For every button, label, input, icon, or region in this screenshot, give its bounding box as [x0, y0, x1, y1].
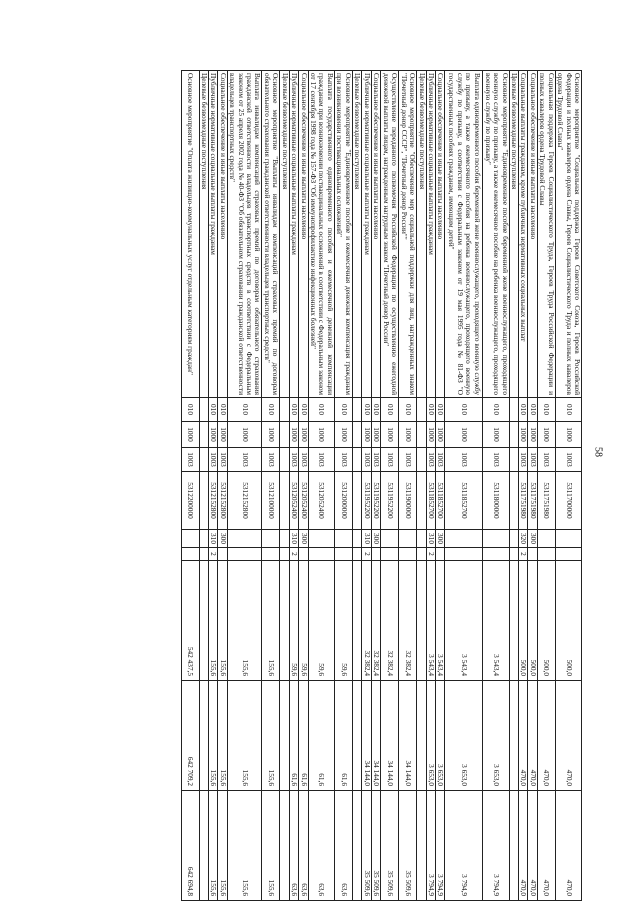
amount-year-1: 500,0 — [537, 561, 555, 681]
table-row — [209, 71, 218, 901]
section-code — [280, 422, 289, 448]
amount-year-1: 155,6 — [227, 561, 262, 681]
section-code: 1000 — [334, 422, 352, 448]
target-article-code: 5311751980 — [518, 472, 527, 530]
subsection-code: 1003 — [426, 448, 435, 472]
section-code: 1000 — [555, 422, 581, 448]
amount-year-1: 32 382,4 — [371, 561, 380, 681]
amount-year-3: 63,6 — [308, 791, 334, 901]
row-name: Основное мероприятие "Оплата жилищно-коммунальных услуг отдельным категориям граждан" — [181, 71, 199, 398]
section-code: 1000 — [518, 422, 527, 448]
amount-year-2 — [199, 681, 208, 791]
row-name: Целевые безвозмездные поступления — [509, 71, 518, 398]
extra-code — [483, 548, 509, 561]
target-article-code: 5312152800 — [209, 472, 218, 530]
subsection-code: 1003 — [334, 448, 352, 472]
target-article-code — [352, 472, 361, 530]
grbs-code: 010 — [308, 398, 334, 422]
table-row — [528, 71, 537, 901]
section-code: 1000 — [209, 422, 218, 448]
amount-year-2: 155,6 — [209, 681, 218, 791]
amount-year-1 — [352, 561, 361, 681]
expense-type-code — [262, 530, 280, 548]
row-name: Основное мероприятие "Социальная поддержка Героев Советского Союза, Героев Российской Федерации и полных кавалеров ордена Славы, Героев Социалистического Труда и полных кавалеров ордена Трудовой Славы" — [555, 71, 581, 398]
grbs-code: 010 — [528, 398, 537, 422]
table-row — [445, 71, 483, 901]
extra-code — [381, 548, 399, 561]
row-name: Целевые безвозмездные поступления — [280, 71, 289, 398]
grbs-code: 010 — [435, 398, 444, 422]
amount-year-3: 63,6 — [334, 791, 352, 901]
subsection-code: 1003 — [537, 448, 555, 472]
section-code: 1000 — [299, 422, 308, 448]
section-code: 1000 — [227, 422, 262, 448]
subsection-code: 1003 — [518, 448, 527, 472]
subsection-code: 1003 — [181, 448, 199, 472]
table-row — [555, 71, 581, 901]
section-code: 1000 — [371, 422, 380, 448]
table-row — [483, 71, 509, 901]
amount-year-2: 61,6 — [334, 681, 352, 791]
grbs-code: 010 — [537, 398, 555, 422]
section-code — [417, 422, 426, 448]
table-row — [289, 71, 298, 901]
amount-year-3: 3 794,9 — [483, 791, 509, 901]
subsection-code — [417, 448, 426, 472]
amount-year-2: 61,6 — [308, 681, 334, 791]
amount-year-1: 3 543,4 — [435, 561, 444, 681]
extra-code: 2 — [289, 548, 298, 561]
expense-type-code: 300 — [528, 530, 537, 548]
budget-table — [181, 70, 582, 901]
expense-type-code: 300 — [218, 530, 227, 548]
expense-type-code — [445, 530, 483, 548]
table-row — [352, 71, 361, 901]
subsection-code: 1003 — [483, 448, 509, 472]
amount-year-3: 470,0 — [528, 791, 537, 901]
amount-year-3: 3 794,9 — [435, 791, 444, 901]
row-name: Основное мероприятие "Единовременное пособие и ежемесячная денежная компенсация гражданам при возникновении поствакцинальных осложнений" — [334, 71, 352, 398]
row-name: Публичные нормативные социальные выплаты гражданам — [426, 71, 435, 398]
row-name: Публичные нормативные социальные выплаты гражданам — [362, 71, 371, 398]
table-row — [362, 71, 371, 901]
grbs-code: 010 — [399, 398, 417, 422]
extra-code: 2 — [426, 548, 435, 561]
target-article-code: 5311852700 — [445, 472, 483, 530]
target-article-code: 5311751980 — [537, 472, 555, 530]
grbs-code: 010 — [371, 398, 380, 422]
row-name: Публичные нормативные социальные выплаты гражданам — [209, 71, 218, 398]
amount-year-2: 155,6 — [262, 681, 280, 791]
subsection-code: 1003 — [371, 448, 380, 472]
expense-type-code: 300 — [299, 530, 308, 548]
amount-year-2: 155,6 — [218, 681, 227, 791]
extra-code — [280, 548, 289, 561]
subsection-code: 1003 — [362, 448, 371, 472]
page-number: 58 — [592, 447, 604, 457]
row-name: Социальное обеспечение и иные выплаты населению — [371, 71, 380, 398]
table-row — [399, 71, 417, 901]
extra-code — [435, 548, 444, 561]
subsection-code: 1003 — [381, 448, 399, 472]
subsection-code: 1003 — [435, 448, 444, 472]
amount-year-1: 500,0 — [518, 561, 527, 681]
target-article-code: 5312052400 — [289, 472, 298, 530]
expense-type-code: 310 — [426, 530, 435, 548]
subsection-code — [280, 448, 289, 472]
amount-year-3: 35 509,6 — [399, 791, 417, 901]
amount-year-3: 3 794,9 — [445, 791, 483, 901]
row-name: Социальная поддержка Героев Социалистического Труда, Героев Труда Российской Федерации и полных кавалеров ордена Трудовой Славы — [537, 71, 555, 398]
table-row — [181, 71, 199, 901]
grbs-code: 010 — [262, 398, 280, 422]
target-article-code: 5311700000 — [555, 472, 581, 530]
row-name: Социальное обеспечение и иные выплаты населению — [528, 71, 537, 398]
section-code: 1000 — [399, 422, 417, 448]
target-article-code: 5312052400 — [299, 472, 308, 530]
target-article-code: 5311952200 — [371, 472, 380, 530]
expense-type-code — [181, 530, 199, 548]
amount-year-3: 155,6 — [227, 791, 262, 901]
table-row — [417, 71, 426, 901]
amount-year-2: 3 653,0 — [426, 681, 435, 791]
grbs-code — [417, 398, 426, 422]
section-code — [509, 422, 518, 448]
section-code: 1000 — [262, 422, 280, 448]
amount-year-1 — [199, 561, 208, 681]
table-row — [537, 71, 555, 901]
extra-code: 2 — [518, 548, 527, 561]
expense-type-code: 310 — [289, 530, 298, 548]
extra-code — [299, 548, 308, 561]
subsection-code: 1003 — [289, 448, 298, 472]
amount-year-1: 500,0 — [555, 561, 581, 681]
extra-code — [417, 548, 426, 561]
row-name: Выплата государственного единовременного пособия и ежемесячной денежной компенсации гражданам при возникновении поствакцинальных осложнений в соответствии с Федеральным законом от 17 сентября 1998 года № 157-ФЗ "Об иммунопрофилактике инфекционных болезней" — [308, 71, 334, 398]
target-article-code: 5311800000 — [483, 472, 509, 530]
amount-year-1: 542 437,5 — [181, 561, 199, 681]
row-name: Основное мероприятие "Обеспечение мер социальной поддержки для лиц, награжденных знаком "Почетный донор СССР", "Почетный донор России"" — [399, 71, 417, 398]
amount-year-3: 155,6 — [218, 791, 227, 901]
amount-year-1: 59,6 — [308, 561, 334, 681]
target-article-code — [199, 472, 208, 530]
row-name: Социальное обеспечение и иные выплаты населению — [435, 71, 444, 398]
row-name: Целевые безвозмездные поступления — [417, 71, 426, 398]
amount-year-2: 3 653,0 — [483, 681, 509, 791]
subsection-code: 1003 — [399, 448, 417, 472]
table-row — [518, 71, 527, 901]
amount-year-2 — [417, 681, 426, 791]
amount-year-3 — [280, 791, 289, 901]
section-code: 1000 — [435, 422, 444, 448]
expense-type-code — [381, 530, 399, 548]
table-row — [435, 71, 444, 901]
section-code: 1000 — [381, 422, 399, 448]
row-name: Основное мероприятие "Выплаты инвалидам компенсаций страховых премий по договорам обязательного страхования гражданской ответственности владельцев транспортных средств" — [262, 71, 280, 398]
grbs-code: 010 — [334, 398, 352, 422]
row-name: Выплата единовременного пособия беременной жене военнослужащего, проходящего военную службу по призыву, а также ежемесячного пособия на ребенка военнослужащего, проходящего военную службу по призыву, в соответствии с Федеральным законом от 19 мая 1995 года № 81-ФЗ "О государственных пособиях гражданам, имеющим детей" — [445, 71, 483, 398]
expense-type-code: 300 — [371, 530, 380, 548]
target-article-code: 5311852700 — [426, 472, 435, 530]
extra-code — [399, 548, 417, 561]
section-code: 1000 — [537, 422, 555, 448]
target-article-code: 5312200000 — [181, 472, 199, 530]
section-code: 1000 — [528, 422, 537, 448]
extra-code — [334, 548, 352, 561]
subsection-code: 1003 — [209, 448, 218, 472]
amount-year-3: 63,6 — [299, 791, 308, 901]
amount-year-2: 61,6 — [299, 681, 308, 791]
amount-year-1: 59,6 — [299, 561, 308, 681]
section-code: 1000 — [483, 422, 509, 448]
expense-type-code — [334, 530, 352, 548]
row-name: Осуществление переданного полномочия Российской Федерации по осуществлению ежегодной денежной выплаты лицам, награжденным нагрудным знаком "Почетный донор России" — [381, 71, 399, 398]
grbs-code: 010 — [362, 398, 371, 422]
extra-code — [537, 548, 555, 561]
extra-code — [555, 548, 581, 561]
section-code: 1000 — [181, 422, 199, 448]
amount-year-3: 63,6 — [289, 791, 298, 901]
table-row — [308, 71, 334, 901]
target-article-code: 5311952200 — [381, 472, 399, 530]
row-name: Социальное обеспечение и иные выплаты населению — [299, 71, 308, 398]
grbs-code — [352, 398, 361, 422]
amount-year-2: 34 144,0 — [362, 681, 371, 791]
target-article-code: 5312052400 — [308, 472, 334, 530]
section-code — [199, 422, 208, 448]
expense-type-code: 300 — [435, 530, 444, 548]
amount-year-2 — [280, 681, 289, 791]
subsection-code — [509, 448, 518, 472]
grbs-code: 010 — [518, 398, 527, 422]
amount-year-2: 470,0 — [518, 681, 527, 791]
extra-code: 2 — [362, 548, 371, 561]
expense-type-code — [308, 530, 334, 548]
expense-type-code — [280, 530, 289, 548]
amount-year-1: 500,0 — [528, 561, 537, 681]
amount-year-3: 3 794,9 — [426, 791, 435, 901]
table-row — [299, 71, 308, 901]
subsection-code: 1003 — [445, 448, 483, 472]
amount-year-1: 155,6 — [209, 561, 218, 681]
grbs-code: 010 — [381, 398, 399, 422]
table-row — [262, 71, 280, 901]
grbs-code — [199, 398, 208, 422]
target-article-code: 5312152800 — [227, 472, 262, 530]
amount-year-2: 470,0 — [528, 681, 537, 791]
target-article-code: 5311952200 — [362, 472, 371, 530]
amount-year-3: 155,6 — [262, 791, 280, 901]
amount-year-3: 35 509,6 — [381, 791, 399, 901]
table-row — [199, 71, 208, 901]
amount-year-2 — [509, 681, 518, 791]
grbs-code — [509, 398, 518, 422]
subsection-code: 1003 — [218, 448, 227, 472]
expense-type-code — [537, 530, 555, 548]
table-row — [509, 71, 518, 901]
amount-year-3 — [417, 791, 426, 901]
row-name: Публичные нормативные социальные выплаты гражданам — [289, 71, 298, 398]
table-row — [334, 71, 352, 901]
extra-code: 2 — [209, 548, 218, 561]
amount-year-1: 32 382,4 — [362, 561, 371, 681]
subsection-code: 1003 — [528, 448, 537, 472]
amount-year-2: 470,0 — [555, 681, 581, 791]
section-code: 1000 — [308, 422, 334, 448]
section-code: 1000 — [362, 422, 371, 448]
amount-year-1: 155,6 — [262, 561, 280, 681]
grbs-code: 010 — [426, 398, 435, 422]
amount-year-1: 155,6 — [218, 561, 227, 681]
row-name: Социальное обеспечение и иные выплаты населению — [218, 71, 227, 398]
extra-code — [445, 548, 483, 561]
section-code — [352, 422, 361, 448]
expense-type-code — [509, 530, 518, 548]
rotated-table-wrapper — [74, 70, 582, 900]
amount-year-3 — [199, 791, 208, 901]
grbs-code: 010 — [209, 398, 218, 422]
expense-type-code — [352, 530, 361, 548]
section-code: 1000 — [445, 422, 483, 448]
grbs-code: 010 — [227, 398, 262, 422]
grbs-code: 010 — [218, 398, 227, 422]
grbs-code: 010 — [483, 398, 509, 422]
subsection-code — [352, 448, 361, 472]
target-article-code: 5311751980 — [528, 472, 537, 530]
expense-type-code: 310 — [362, 530, 371, 548]
target-article-code — [417, 472, 426, 530]
table-row — [371, 71, 380, 901]
target-article-code: 5312000000 — [334, 472, 352, 530]
expense-type-code — [417, 530, 426, 548]
amount-year-2: 3 653,0 — [445, 681, 483, 791]
amount-year-1: 3 543,4 — [445, 561, 483, 681]
expense-type-code: 310 — [209, 530, 218, 548]
expense-type-code — [483, 530, 509, 548]
subsection-code: 1003 — [308, 448, 334, 472]
extra-code — [218, 548, 227, 561]
amount-year-3: 470,0 — [518, 791, 527, 901]
subsection-code: 1003 — [555, 448, 581, 472]
subsection-code: 1003 — [262, 448, 280, 472]
amount-year-2: 155,6 — [227, 681, 262, 791]
subsection-code: 1003 — [299, 448, 308, 472]
amount-year-1: 32 382,4 — [399, 561, 417, 681]
subsection-code — [199, 448, 208, 472]
extra-code — [371, 548, 380, 561]
extra-code — [181, 548, 199, 561]
target-article-code — [509, 472, 518, 530]
amount-year-1: 3 543,4 — [426, 561, 435, 681]
amount-year-1 — [417, 561, 426, 681]
amount-year-1 — [509, 561, 518, 681]
row-name: Выплата инвалидам компенсаций страховых премий по договорам обязательного страхования гражданской ответственности владельцев транспортных средств в соответствии с Федеральным законом от 25 апреля 2002 года № 40-ФЗ "Об обязательном страховании гражданской ответственности владельцев транспортных средств" — [227, 71, 262, 398]
budget-table-sheet — [74, 70, 582, 900]
amount-year-2: 34 144,0 — [371, 681, 380, 791]
target-article-code: 5311852700 — [435, 472, 444, 530]
amount-year-1: 3 543,4 — [483, 561, 509, 681]
row-name: Основное мероприятие "Единовременное пособие беременной жене военнослужащего, проходящего военную службу по призыву, а также ежемесячное пособие на ребенка военнослужащего, проходящего военную службу по призыву" — [483, 71, 509, 398]
amount-year-1: 59,6 — [289, 561, 298, 681]
amount-year-3: 35 509,6 — [371, 791, 380, 901]
amount-year-2 — [352, 681, 361, 791]
extra-code — [509, 548, 518, 561]
extra-code — [308, 548, 334, 561]
amount-year-3: 642 694,8 — [181, 791, 199, 901]
table-row — [381, 71, 399, 901]
target-article-code: 5312100000 — [262, 472, 280, 530]
expense-type-code — [555, 530, 581, 548]
expense-type-code — [227, 530, 262, 548]
grbs-code: 010 — [289, 398, 298, 422]
amount-year-3: 470,0 — [555, 791, 581, 901]
section-code: 1000 — [218, 422, 227, 448]
amount-year-3 — [509, 791, 518, 901]
extra-code — [227, 548, 262, 561]
amount-year-3 — [352, 791, 361, 901]
amount-year-2: 61,6 — [289, 681, 298, 791]
table-row — [218, 71, 227, 901]
expense-type-code — [399, 530, 417, 548]
target-article-code — [280, 472, 289, 530]
amount-year-2: 3 653,0 — [435, 681, 444, 791]
grbs-code: 010 — [555, 398, 581, 422]
extra-code — [352, 548, 361, 561]
subsection-code: 1003 — [227, 448, 262, 472]
section-code: 1000 — [426, 422, 435, 448]
row-name: Целевые безвозмездные поступления — [352, 71, 361, 398]
grbs-code: 010 — [445, 398, 483, 422]
extra-code — [262, 548, 280, 561]
expense-type-code — [199, 530, 208, 548]
amount-year-1 — [280, 561, 289, 681]
amount-year-2: 642 709,2 — [181, 681, 199, 791]
table-row — [227, 71, 262, 901]
grbs-code: 010 — [181, 398, 199, 422]
row-name: Социальные выплаты гражданам, кроме публичных нормативных социальных выплат — [518, 71, 527, 398]
amount-year-1: 59,6 — [334, 561, 352, 681]
extra-code — [199, 548, 208, 561]
expense-type-code: 320 — [518, 530, 527, 548]
amount-year-3: 155,6 — [209, 791, 218, 901]
amount-year-3: 35 509,6 — [362, 791, 371, 901]
amount-year-2: 34 144,0 — [399, 681, 417, 791]
table-row — [426, 71, 435, 901]
table-row — [280, 71, 289, 901]
target-article-code: 5312152800 — [218, 472, 227, 530]
amount-year-2: 34 144,0 — [381, 681, 399, 791]
section-code: 1000 — [289, 422, 298, 448]
amount-year-1: 32 382,4 — [381, 561, 399, 681]
grbs-code — [280, 398, 289, 422]
grbs-code: 010 — [299, 398, 308, 422]
amount-year-2: 470,0 — [537, 681, 555, 791]
row-name: Целевые безвозмездные поступления — [199, 71, 208, 398]
extra-code — [528, 548, 537, 561]
target-article-code: 5311900000 — [399, 472, 417, 530]
amount-year-3: 470,0 — [537, 791, 555, 901]
